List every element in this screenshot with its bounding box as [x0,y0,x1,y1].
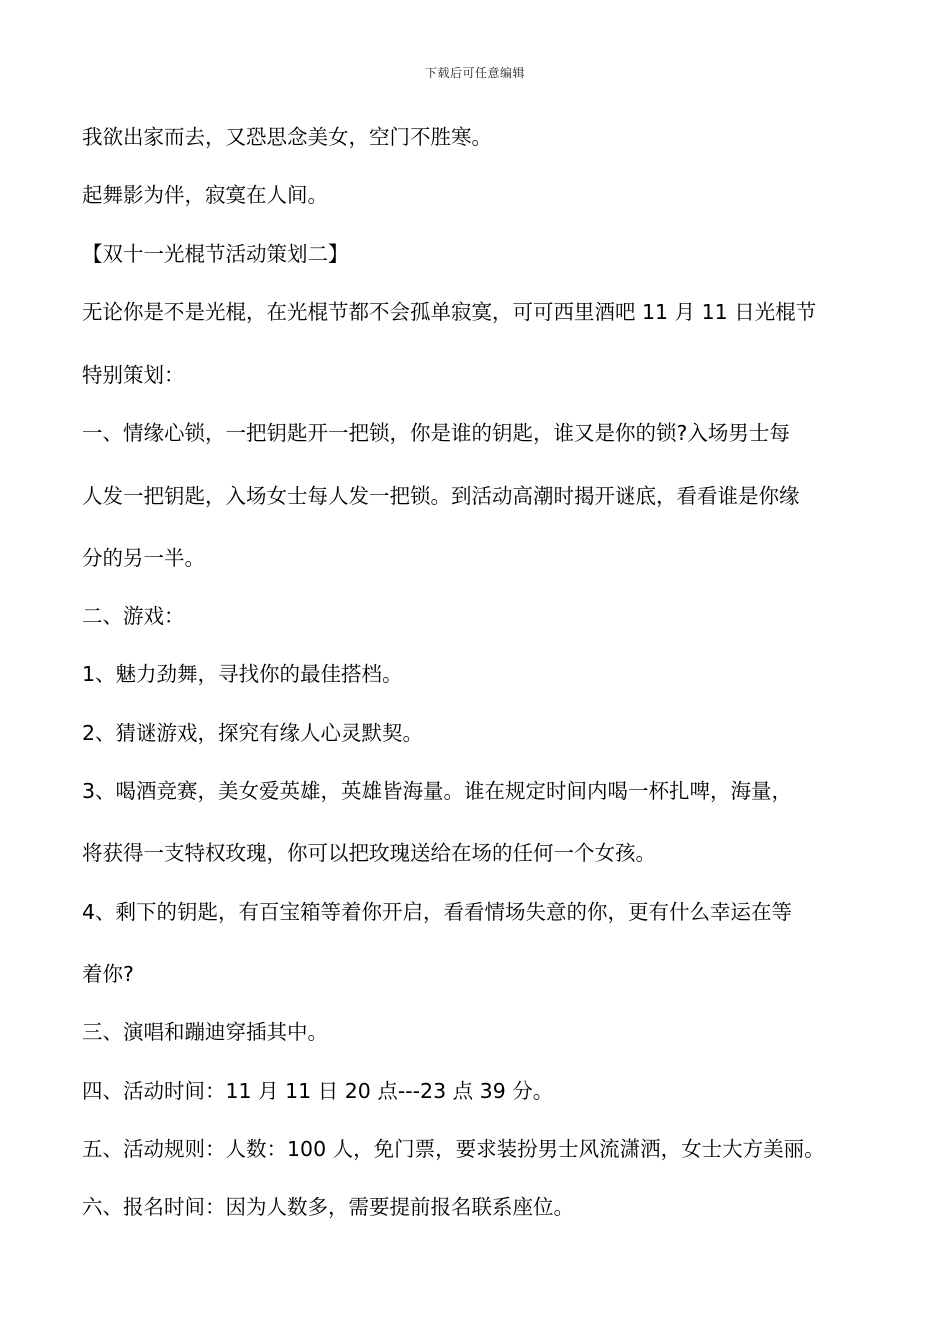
list-heading: 五、活动规则：人数：100 人，免门票，要求装扮男士风流潇洒，女士大方美丽。 [82,1137,825,1161]
paragraph-line: 人发一把钥匙，入场女士每人发一把锁。到活动高潮时揭开谜底，看看谁是你缘 [82,484,800,508]
paragraph-line: 起舞影为伴，寂寞在人间。 [82,183,328,207]
list-heading: 三、演唱和蹦迪穿插其中。 [82,1020,328,1044]
paragraph-line: 一、情缘心锁，一把钥匙开一把锁，你是谁的钥匙，谁又是你的锁?入场男士每 [82,421,790,445]
paragraph-line: 特别策划： [82,363,185,387]
list-heading: 六、报名时间：因为人数多，需要提前报名联系座位。 [82,1195,574,1219]
list-item: 1、魅力劲舞，寻找你的最佳搭档。 [82,662,403,686]
paragraph-line: 无论你是不是光棍，在光棍节都不会孤单寂寞，可可西里酒吧 11 月 11 日光棍节 [82,300,817,324]
list-item: 4、剩下的钥匙，有百宝箱等着你开启，看看情场失意的你，更有什么幸运在等 [82,900,793,924]
page-header-note: 下载后可任意编辑 [424,66,525,80]
list-heading: 四、活动时间：11 月 11 日 20 点---23 点 39 分。 [82,1079,554,1103]
list-item: 2、猜谜游戏，探究有缘人心灵默契。 [82,721,424,745]
paragraph-line: 我欲出家而去，又恐思念美女，空门不胜寒。 [82,125,492,149]
list-item-continuation: 将获得一支特权玫瑰，你可以把玫瑰送给在场的任何一个女孩。 [82,841,656,865]
section-title: 【双十一光棍节活动策划二】 [82,242,349,266]
list-heading: 二、游戏： [82,604,185,628]
list-item: 3、喝酒竞赛，美女爱英雄，英雄皆海量。谁在规定时间内喝一杯扎啤，海量， [82,779,793,803]
paragraph-line: 分的另一半。 [82,546,205,570]
list-item-continuation: 着你? [82,962,134,986]
